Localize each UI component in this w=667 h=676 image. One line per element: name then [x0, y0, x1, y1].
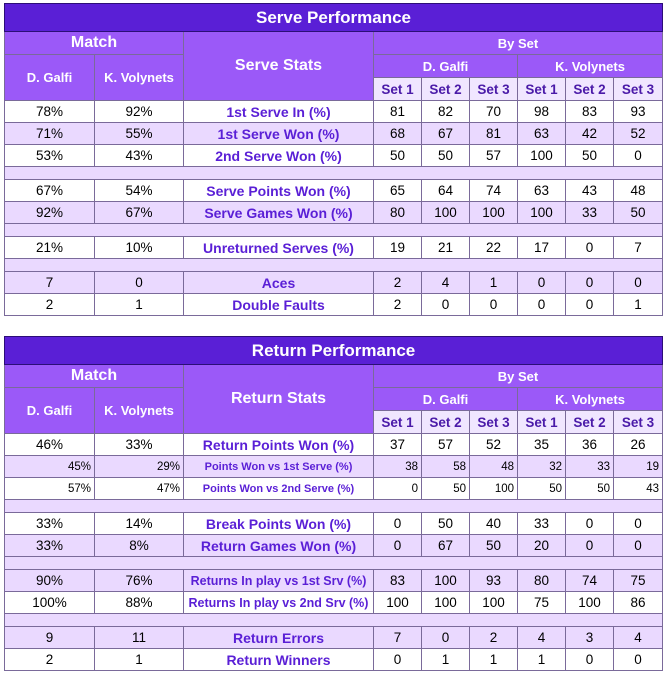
set-value: 3	[566, 627, 614, 649]
set-value: 17	[518, 237, 566, 259]
p1-match-value: 92%	[5, 202, 95, 224]
set-value: 0	[374, 478, 422, 500]
set-value: 19	[374, 237, 422, 259]
set-value: 33	[518, 513, 566, 535]
stat-label: 2nd Serve Won (%)	[184, 145, 374, 167]
player2-match-header: K. Volynets	[95, 388, 184, 434]
return-performance-title: Return Performance	[5, 337, 663, 365]
stat-label: Double Faults	[184, 294, 374, 316]
set-label: Set 1	[374, 411, 422, 434]
p2-match-value: 1	[95, 294, 184, 316]
stat-label: Aces	[184, 272, 374, 294]
set-value: 57	[422, 434, 470, 456]
set-value: 50	[422, 145, 470, 167]
set-value: 37	[374, 434, 422, 456]
set-value: 75	[518, 592, 566, 614]
player2-sets-header: K. Volynets	[518, 388, 663, 411]
p2-match-value: 1	[95, 649, 184, 671]
set-value: 52	[614, 123, 663, 145]
p1-match-value: 67%	[5, 180, 95, 202]
set-value: 65	[374, 180, 422, 202]
set-value: 0	[422, 294, 470, 316]
set-value: 100	[422, 570, 470, 592]
set-value: 81	[374, 101, 422, 123]
player1-sets-header: D. Galfi	[374, 55, 518, 78]
set-value: 64	[422, 180, 470, 202]
player1-match-header: D. Galfi	[5, 388, 95, 434]
set-value: 50	[566, 145, 614, 167]
row-spacer	[5, 167, 663, 180]
p2-match-value: 88%	[95, 592, 184, 614]
p1-match-value: 2	[5, 649, 95, 671]
set-value: 0	[374, 649, 422, 671]
table-row	[5, 627, 663, 649]
row-spacer	[5, 224, 663, 237]
p1-match-value: 90%	[5, 570, 95, 592]
set-value: 42	[566, 123, 614, 145]
set-value: 50	[422, 478, 470, 500]
return-performance-table	[4, 336, 663, 671]
table-row	[5, 478, 663, 500]
set-value: 0	[422, 627, 470, 649]
set-value: 21	[422, 237, 470, 259]
set-value: 50	[422, 513, 470, 535]
set-label: Set 2	[422, 78, 470, 101]
set-value: 82	[422, 101, 470, 123]
row-spacer	[5, 259, 663, 272]
set-value: 93	[614, 101, 663, 123]
table-row	[5, 456, 663, 478]
set-label: Set 1	[518, 78, 566, 101]
stat-label: Points Won vs 2nd Serve (%)	[184, 478, 374, 500]
set-value: 100	[470, 202, 518, 224]
match-header: Match	[5, 32, 184, 55]
table-row	[5, 570, 663, 592]
set-value: 48	[614, 180, 663, 202]
p1-match-value: 57%	[5, 478, 95, 500]
p1-match-value: 46%	[5, 434, 95, 456]
set-value: 0	[566, 649, 614, 671]
set-value: 0	[566, 272, 614, 294]
set-value: 50	[566, 478, 614, 500]
set-value: 20	[518, 535, 566, 557]
p2-match-value: 67%	[95, 202, 184, 224]
serve-performance-table	[4, 3, 663, 316]
set-value: 57	[470, 145, 518, 167]
set-value: 52	[470, 434, 518, 456]
p1-match-value: 100%	[5, 592, 95, 614]
set-value: 58	[422, 456, 470, 478]
stat-label: Break Points Won (%)	[184, 513, 374, 535]
p1-match-value: 71%	[5, 123, 95, 145]
set-label: Set 3	[470, 78, 518, 101]
set-value: 43	[566, 180, 614, 202]
set-value: 48	[470, 456, 518, 478]
p1-match-value: 53%	[5, 145, 95, 167]
stat-label: Returns In play vs 1st Srv (%)	[184, 570, 374, 592]
set-value: 22	[470, 237, 518, 259]
match-header: Match	[5, 365, 184, 388]
stat-label: Unreturned Serves (%)	[184, 237, 374, 259]
set-value: 1	[470, 272, 518, 294]
set-value: 33	[566, 202, 614, 224]
stat-label: Return Points Won (%)	[184, 434, 374, 456]
set-value: 100	[566, 592, 614, 614]
set-value: 0	[518, 272, 566, 294]
p1-match-value: 9	[5, 627, 95, 649]
set-value: 32	[518, 456, 566, 478]
table-row	[5, 237, 663, 259]
p2-match-value: 92%	[95, 101, 184, 123]
p1-match-value: 2	[5, 294, 95, 316]
set-value: 4	[518, 627, 566, 649]
set-value: 63	[518, 180, 566, 202]
set-value: 50	[518, 478, 566, 500]
set-label: Set 2	[422, 411, 470, 434]
set-value: 4	[422, 272, 470, 294]
set-value: 81	[470, 123, 518, 145]
p2-match-value: 11	[95, 627, 184, 649]
set-value: 67	[422, 535, 470, 557]
stat-label: Returns In play vs 2nd Srv (%)	[184, 592, 374, 614]
set-label: Set 2	[566, 78, 614, 101]
set-value: 35	[518, 434, 566, 456]
set-label: Set 3	[614, 78, 663, 101]
p1-match-value: 45%	[5, 456, 95, 478]
set-value: 100	[518, 202, 566, 224]
player2-match-header: K. Volynets	[95, 55, 184, 101]
set-value: 67	[422, 123, 470, 145]
table-row	[5, 649, 663, 671]
set-value: 0	[518, 294, 566, 316]
stat-label: Points Won vs 1st Serve (%)	[184, 456, 374, 478]
player2-sets-header: K. Volynets	[518, 55, 663, 78]
set-value: 1	[422, 649, 470, 671]
p2-match-value: 76%	[95, 570, 184, 592]
set-value: 43	[614, 478, 663, 500]
set-value: 86	[614, 592, 663, 614]
row-spacer	[5, 500, 663, 513]
set-value: 7	[614, 237, 663, 259]
p2-match-value: 10%	[95, 237, 184, 259]
p1-match-value: 33%	[5, 513, 95, 535]
set-value: 80	[374, 202, 422, 224]
set-value: 70	[470, 101, 518, 123]
stat-label: Return Games Won (%)	[184, 535, 374, 557]
player1-match-header: D. Galfi	[5, 55, 95, 101]
table-row	[5, 434, 663, 456]
stat-label: Serve Points Won (%)	[184, 180, 374, 202]
set-value: 36	[566, 434, 614, 456]
player1-sets-header: D. Galfi	[374, 388, 518, 411]
return-stats-header: Return Stats	[184, 365, 374, 434]
p1-match-value: 33%	[5, 535, 95, 557]
by-set-header: By Set	[374, 32, 663, 55]
p2-match-value: 29%	[95, 456, 184, 478]
set-value: 19	[614, 456, 663, 478]
p2-match-value: 43%	[95, 145, 184, 167]
serve-performance-title: Serve Performance	[5, 4, 663, 32]
set-value: 2	[374, 272, 422, 294]
set-label: Set 1	[518, 411, 566, 434]
set-value: 100	[422, 592, 470, 614]
set-value: 1	[614, 294, 663, 316]
p2-match-value: 55%	[95, 123, 184, 145]
serve-stats-header: Serve Stats	[184, 32, 374, 101]
set-value: 50	[470, 535, 518, 557]
set-value: 68	[374, 123, 422, 145]
set-value: 75	[614, 570, 663, 592]
row-spacer	[5, 614, 663, 627]
stat-label: Serve Games Won (%)	[184, 202, 374, 224]
set-value: 7	[374, 627, 422, 649]
set-value: 0	[614, 272, 663, 294]
p2-match-value: 47%	[95, 478, 184, 500]
set-value: 2	[470, 627, 518, 649]
set-value: 83	[566, 101, 614, 123]
set-value: 1	[518, 649, 566, 671]
p1-match-value: 78%	[5, 101, 95, 123]
set-value: 0	[614, 535, 663, 557]
set-value: 0	[374, 513, 422, 535]
set-value: 4	[614, 627, 663, 649]
p2-match-value: 14%	[95, 513, 184, 535]
set-value: 74	[470, 180, 518, 202]
set-value: 0	[470, 294, 518, 316]
table-row	[5, 180, 663, 202]
set-value: 100	[518, 145, 566, 167]
set-value: 80	[518, 570, 566, 592]
set-value: 0	[374, 535, 422, 557]
table-row	[5, 123, 663, 145]
p2-match-value: 33%	[95, 434, 184, 456]
set-value: 0	[566, 294, 614, 316]
set-value: 100	[470, 478, 518, 500]
table-row	[5, 513, 663, 535]
table-row	[5, 145, 663, 167]
set-label: Set 2	[566, 411, 614, 434]
set-value: 98	[518, 101, 566, 123]
table-row	[5, 272, 663, 294]
stat-label: Return Errors	[184, 627, 374, 649]
set-value: 83	[374, 570, 422, 592]
set-value: 40	[470, 513, 518, 535]
set-value: 0	[614, 513, 663, 535]
p1-match-value: 21%	[5, 237, 95, 259]
set-value: 26	[614, 434, 663, 456]
set-value: 100	[470, 592, 518, 614]
p1-match-value: 7	[5, 272, 95, 294]
stat-label: Return Winners	[184, 649, 374, 671]
set-value: 0	[566, 237, 614, 259]
table-row	[5, 202, 663, 224]
set-value: 33	[566, 456, 614, 478]
row-spacer	[5, 557, 663, 570]
set-value: 0	[566, 535, 614, 557]
p2-match-value: 8%	[95, 535, 184, 557]
set-value: 100	[422, 202, 470, 224]
set-label: Set 3	[614, 411, 663, 434]
set-value: 0	[566, 513, 614, 535]
table-row	[5, 294, 663, 316]
by-set-header: By Set	[374, 365, 663, 388]
set-value: 93	[470, 570, 518, 592]
table-row	[5, 592, 663, 614]
stat-label: 1st Serve In (%)	[184, 101, 374, 123]
set-label: Set 1	[374, 78, 422, 101]
set-value: 50	[614, 202, 663, 224]
set-label: Set 3	[470, 411, 518, 434]
set-value: 63	[518, 123, 566, 145]
set-value: 50	[374, 145, 422, 167]
table-row	[5, 101, 663, 123]
p2-match-value: 0	[95, 272, 184, 294]
set-value: 38	[374, 456, 422, 478]
p2-match-value: 54%	[95, 180, 184, 202]
set-value: 0	[614, 649, 663, 671]
set-value: 1	[470, 649, 518, 671]
set-value: 100	[374, 592, 422, 614]
set-value: 74	[566, 570, 614, 592]
stat-label: 1st Serve Won (%)	[184, 123, 374, 145]
set-value: 0	[614, 145, 663, 167]
set-value: 2	[374, 294, 422, 316]
table-row	[5, 535, 663, 557]
